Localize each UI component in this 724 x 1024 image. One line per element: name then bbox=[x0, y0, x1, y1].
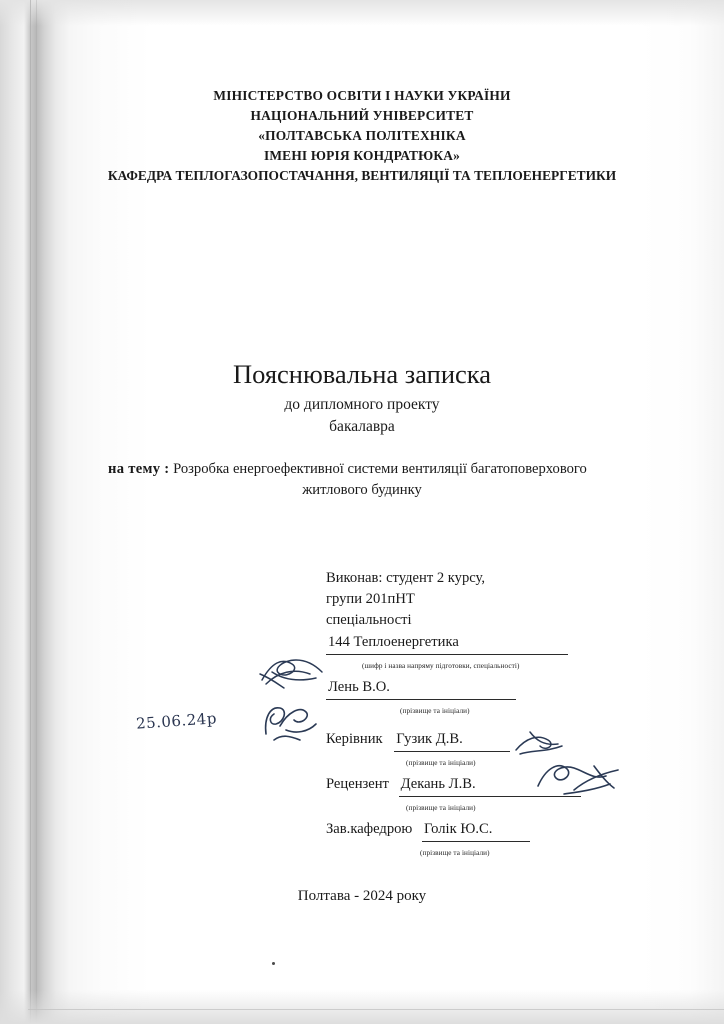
group-line: групи 201пНТ bbox=[326, 591, 415, 607]
speciality-value: 144 Теплоенергетика bbox=[326, 632, 568, 655]
institution-line-1: МІНІСТЕРСТВО ОСВІТИ І НАУКИ УКРАЇНИ bbox=[213, 88, 511, 103]
institution-line-4: ІМЕНІ ЮРІЯ КОНДРАТЮКА» bbox=[263, 148, 461, 163]
head-of-department-signature-ink bbox=[534, 756, 626, 800]
department-line: КАФЕДРА ТЕПЛОГАЗОПОСТАЧАННЯ, ВЕНТИЛЯЦІЇ ТА ТЕПЛОЕНЕРГЕТИКИ bbox=[107, 168, 617, 183]
institution-line-3: «ПОЛТАВСЬКА ПОЛІТЕХНІКА bbox=[258, 128, 466, 143]
head-of-department-row bbox=[326, 819, 656, 864]
author-name: Лень В.О. bbox=[326, 677, 516, 700]
institution-line-2: НАЦІОНАЛЬНИЙ УНІВЕРСИТЕТ bbox=[250, 108, 474, 123]
theme-row bbox=[108, 458, 668, 480]
reviewer-role: Рецензент bbox=[326, 776, 389, 792]
speciality-value-row bbox=[326, 632, 656, 677]
document-title: Пояснювальна записка bbox=[232, 359, 492, 389]
institution-header bbox=[0, 86, 724, 186]
theme-text-line-1: Розробка енергоефективної системи вентиляції багатоповерхового bbox=[173, 461, 587, 477]
document-subtitle-degree: бакалавра bbox=[329, 418, 395, 435]
author-signature-ink bbox=[258, 652, 328, 692]
author-name-caption: (прізвище та ініціали) bbox=[400, 707, 470, 715]
theme-label: на тему : bbox=[108, 461, 170, 477]
reviewer-name: Декань Л.В. bbox=[399, 774, 581, 797]
scan-artifact-dot bbox=[272, 962, 275, 965]
place-and-year: Полтава - 2024 року bbox=[297, 888, 427, 904]
supervisor-role: Керівник bbox=[326, 731, 383, 747]
performed-by-line: Виконав: студент 2 курсу, bbox=[326, 570, 486, 586]
head-of-department-role: Зав.кафедрою bbox=[326, 821, 413, 837]
theme-text-line-2: житлового будинку bbox=[302, 482, 422, 498]
speciality-caption: (шифр і назва напряму підготовки, спеціальності) bbox=[362, 662, 520, 670]
author-name-row bbox=[326, 677, 656, 722]
head-of-department-name: Голік Ю.С. bbox=[422, 819, 530, 842]
speciality-label: спеціальності bbox=[326, 612, 412, 628]
reviewer-signature-ink bbox=[512, 726, 572, 760]
handwritten-date: 25.06.24р bbox=[135, 709, 218, 733]
supervisor-caption: (прізвище та ініціали) bbox=[406, 759, 476, 767]
supervisor-signature-ink bbox=[256, 700, 322, 744]
head-of-department-caption: (прізвище та ініціали) bbox=[420, 849, 490, 857]
document-subtitle-project: до дипломного проекту bbox=[284, 396, 440, 413]
responsible-persons-block bbox=[326, 568, 656, 864]
supervisor-name: Гузик Д.В. bbox=[394, 729, 510, 752]
reviewer-caption: (прізвище та ініціали) bbox=[406, 804, 476, 812]
